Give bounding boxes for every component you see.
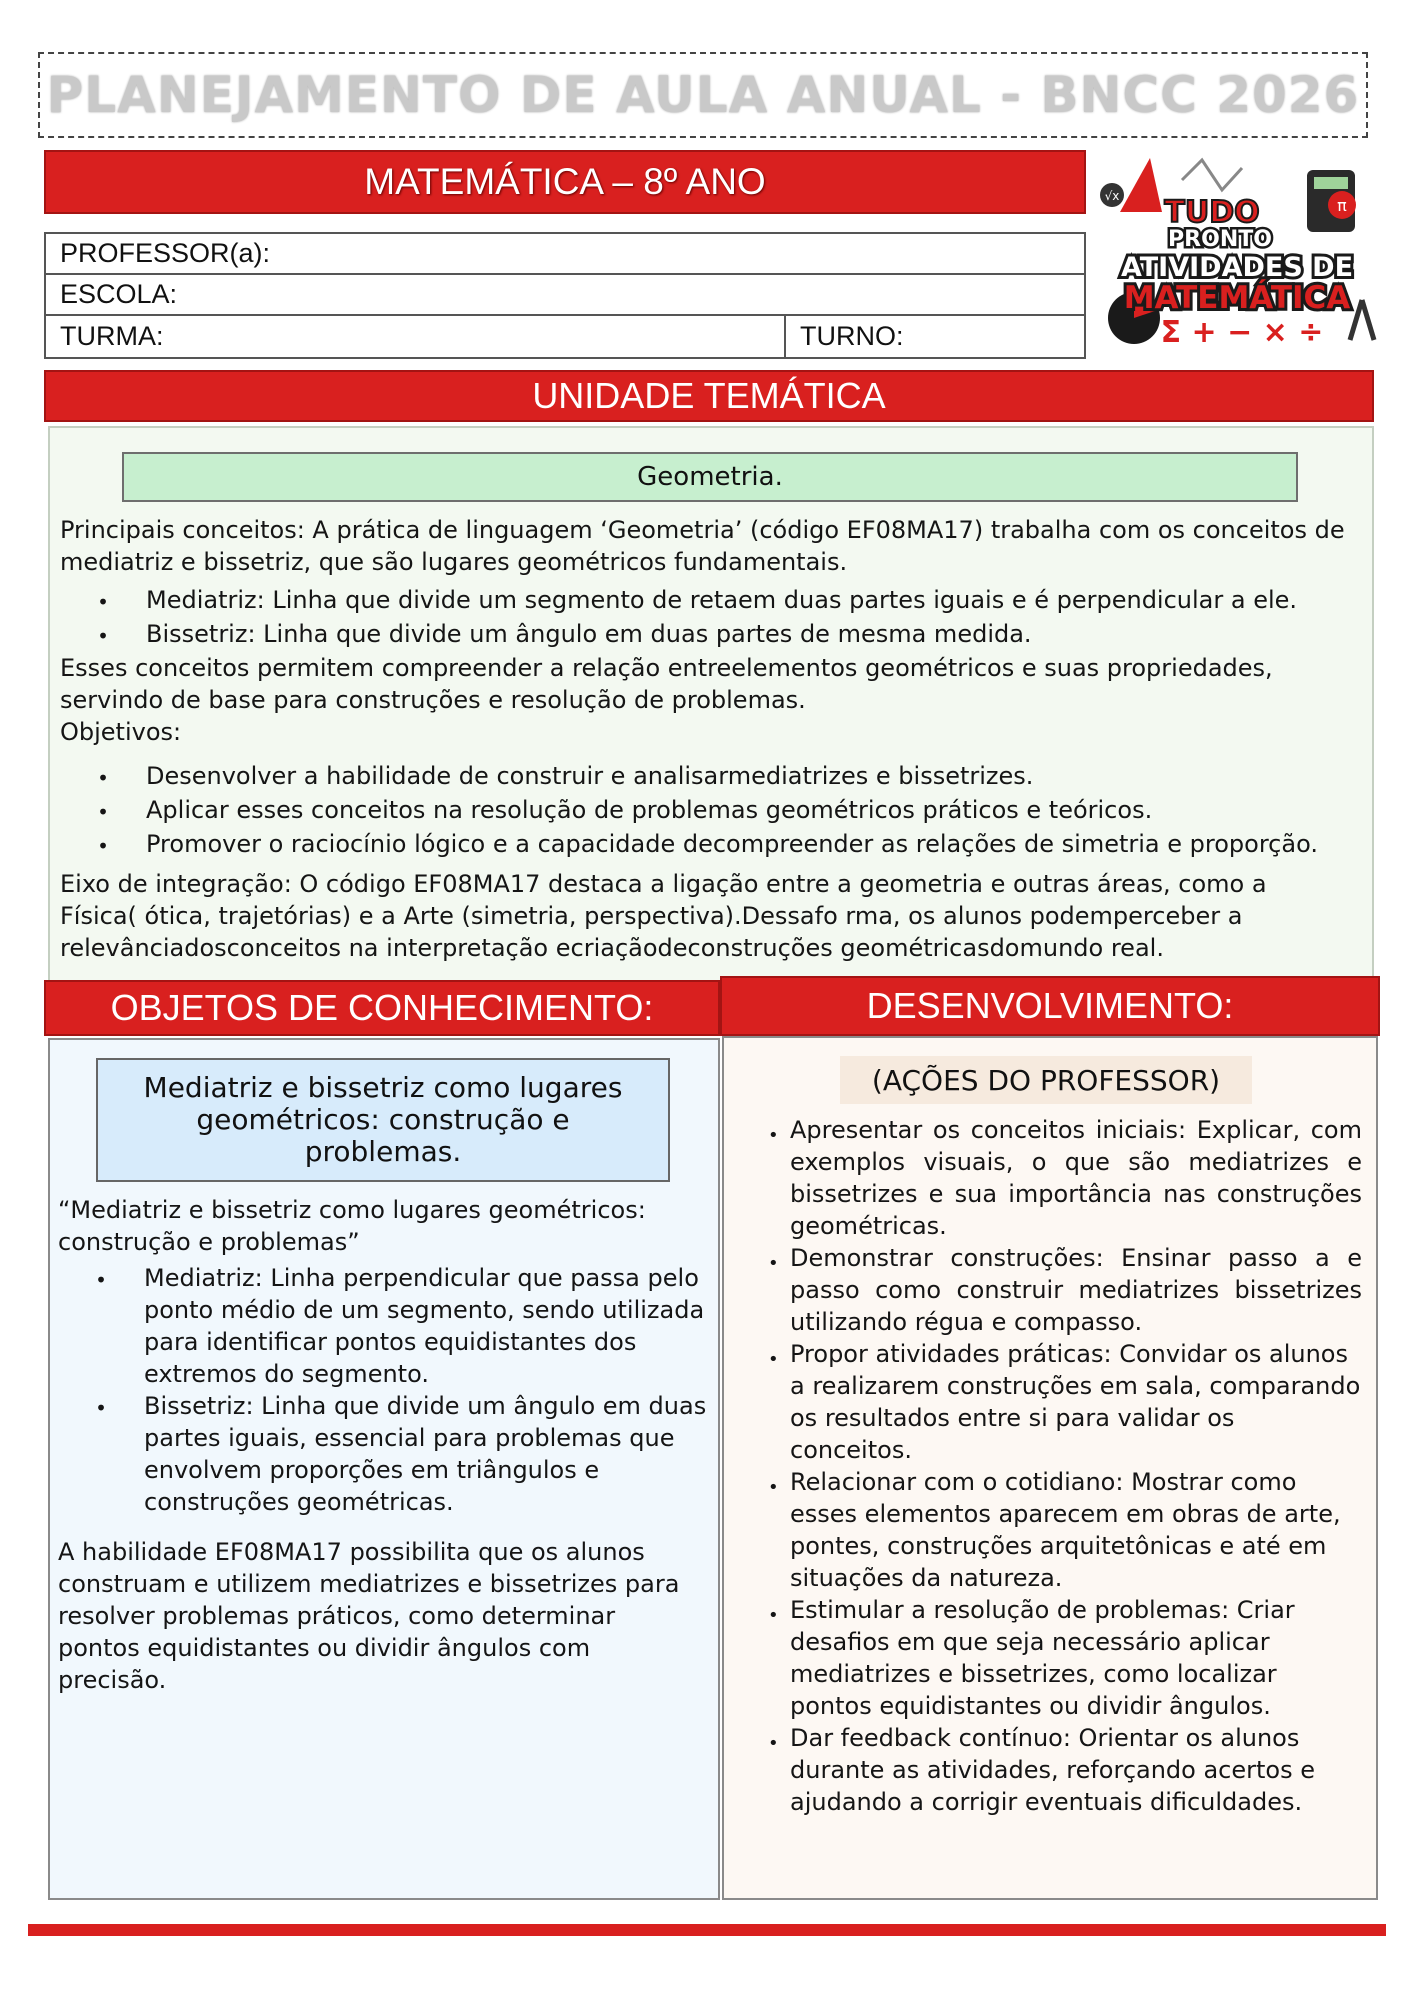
action-text: Demonstrar construções: Ensinar passo a e passo como construir mediatrizes bissetrizes utilizando régua e compasso. (790, 1244, 1362, 1336)
unidade-tematica-title: UNIDADE TEMÁTICA (532, 375, 886, 416)
triangle-icon (1120, 158, 1162, 212)
list-item (60, 584, 1360, 618)
topic-box (122, 452, 1298, 502)
subject-bar (44, 150, 1086, 214)
list-item (768, 1114, 1362, 1242)
bullet-icon: • (97, 766, 109, 790)
svg-text:√x: √x (1104, 189, 1120, 203)
bullet-icon: • (768, 1125, 779, 1146)
unidade-tematica-header (44, 370, 1374, 422)
integration-line: Física( ótica, trajetórias) e a Arte (simetria, perspectiva).Dessafo rma, os alunos podemperceber a (60, 902, 1243, 930)
svg-text:π: π (1337, 196, 1347, 215)
unidade-intro: Principais conceitos: A prática de linguagem ‘Geometria’ (código EF08MA17) trabalha com os conceitos de mediatriz e bissetriz, que são lugares geométricos fundamentais. (60, 516, 1345, 576)
compass-icon (1362, 300, 1374, 340)
turno-label[interactable]: TURNO: (800, 321, 904, 351)
unidade-summary: Esses conceitos permitem compreender a relação entreelementos geométricos e suas propriedades, servindo de base para construções e resolução de problemas. (60, 654, 1273, 714)
bullet-icon: • (95, 1268, 107, 1292)
bullet-icon: • (768, 1605, 779, 1626)
bullet-icon: • (768, 1253, 779, 1274)
action-text: Propor atividades práticas: Convidar os alunos a realizarem construções em sala, comparando os resultados entre si para validar os conceitos. (790, 1340, 1361, 1464)
objetos-quote: “Mediatriz e bissetriz como lugares geométricos: construção e problemas” (58, 1196, 646, 1256)
bullet-icon: • (97, 590, 109, 614)
list-item (768, 1594, 1362, 1722)
brand-logo (1092, 150, 1382, 350)
professor-row[interactable] (46, 234, 1084, 275)
bullet-icon: • (97, 834, 109, 858)
bullet-icon: • (768, 1477, 779, 1498)
turma-turno-row (46, 316, 1084, 357)
list-item (60, 828, 1360, 862)
info-table (44, 232, 1086, 359)
bullet-icon: • (97, 800, 109, 824)
list-item (768, 1466, 1362, 1594)
objectives-label: Objetivos: (60, 718, 182, 746)
escola-row[interactable] (46, 275, 1084, 316)
list-item (58, 1262, 712, 1390)
page-title: PLANEJAMENTO DE AULA ANUAL - BNCC 2026 (46, 66, 1360, 124)
logo-line-4: MATEMÁTICA (1123, 280, 1351, 316)
desenvolvimento-header (720, 976, 1380, 1036)
objective-text: Promover o raciocínio lógico e a capacidade decompreender as relações de simetria e proporção. (146, 830, 1318, 858)
list-item (60, 618, 1360, 652)
concept-text: Mediatriz: Linha que divide um segmento de retaem duas partes iguais e é perpendicular a ele. (146, 586, 1298, 614)
objeto-item-text: Mediatriz: Linha perpendicular que passa pelo ponto médio de um segmento, sendo utilizada para identificar pontos equidistantes dos extremos do segmento. (144, 1264, 705, 1388)
integration-line: Eixo de integração: O código EF08MA17 destaca a ligação entre a geometria e outras áreas, como a (60, 870, 1267, 898)
list-item (768, 1338, 1362, 1466)
objectives-list (60, 760, 1360, 862)
action-text: Relacionar com o cotidiano: Mostrar como esses elementos aparecem em obras de arte, pontes, construções arquitetônicas e até em situações da natureza. (790, 1468, 1341, 1592)
concept-text: Bissetriz: Linha que divide um ângulo em duas partes de mesma medida. (146, 620, 1032, 648)
logo-line-2: PRONTO (1168, 227, 1272, 252)
action-text: Estimular a resolução de problemas: Criar desafios em que seja necessário aplicar mediatrizes e bissetrizes, como localizar pontos equidistantes ou dividir ângulos. (790, 1596, 1295, 1720)
logo-graphic (1092, 150, 1382, 350)
list-item (60, 794, 1360, 828)
action-text: Dar feedback contínuo: Orientar os alunos durante as atividades, reforçando acertos e ajudando a corrigir eventuais dificuldades. (790, 1724, 1315, 1816)
concept-list (60, 584, 1360, 652)
objetos-closing: A habilidade EF08MA17 possibilita que os alunos construam e utilizem mediatrizes e bissetrizes para resolver problemas práticos, como determinar pontos equidistantes ou dividir ângulos com precisão. (58, 1538, 680, 1694)
objetos-header (44, 980, 720, 1036)
list-item (58, 1390, 712, 1518)
objeto-box-text: Mediatriz e bissetriz como lugares geométricos: construção e problemas. (143, 1071, 623, 1168)
action-text: Apresentar os conceitos iniciais: Explicar, com exemplos visuais, o que são mediatrizes e bissetrizes e sua importância nas construções geométricas. (790, 1116, 1362, 1240)
acoes-box (840, 1056, 1252, 1104)
logo-line-1: TUDO (1164, 195, 1260, 230)
bullet-icon: • (97, 624, 109, 648)
logo-line-3: ATIVIDADES DE (1120, 252, 1354, 283)
graph-icon (1182, 160, 1242, 190)
footer-bar (28, 1924, 1386, 1936)
acoes-subtitle: (AÇÕES DO PROFESSOR) (871, 1063, 1221, 1097)
objetos-title: OBJETOS DE CONHECIMENTO: (110, 987, 654, 1028)
objeto-box (96, 1058, 670, 1182)
list-item (768, 1242, 1362, 1338)
objective-text: Desenvolver a habilidade de construir e analisarmediatrizes e bissetrizes. (146, 762, 1034, 790)
bullet-icon: • (95, 1396, 107, 1420)
escola-label: ESCOLA: (60, 279, 178, 309)
professor-label: PROFESSOR(a): (60, 238, 271, 268)
list-item (768, 1722, 1362, 1818)
integration-text (60, 868, 1370, 964)
topic-label: Geometria. (637, 462, 783, 492)
bullet-icon: • (768, 1349, 779, 1370)
page-title-banner (38, 52, 1368, 138)
bullet-icon: • (768, 1733, 779, 1754)
objeto-item-text: Bissetriz: Linha que divide um ângulo em duas partes iguais, essencial para problemas que envolvem proporções em triângulos e construções geométricas. (144, 1392, 707, 1516)
objective-text: Aplicar esses conceitos na resolução de problemas geométricos práticos e teóricos. (146, 796, 1153, 824)
objetos-list (58, 1262, 712, 1518)
turma-label[interactable]: TURMA: (46, 316, 786, 357)
desenvolvimento-list (768, 1114, 1362, 1818)
subject-title: MATEMÁTICA – 8º ANO (364, 161, 766, 202)
integration-line: relevânciadosconceitos na interpretação ecriaçãodeconstruções geométricasdomundo real. (60, 934, 1164, 962)
desenvolvimento-title: DESENVOLVIMENTO: (866, 985, 1234, 1026)
logo-symbols: Σ + − × ÷ (1160, 315, 1324, 350)
list-item (60, 760, 1360, 794)
